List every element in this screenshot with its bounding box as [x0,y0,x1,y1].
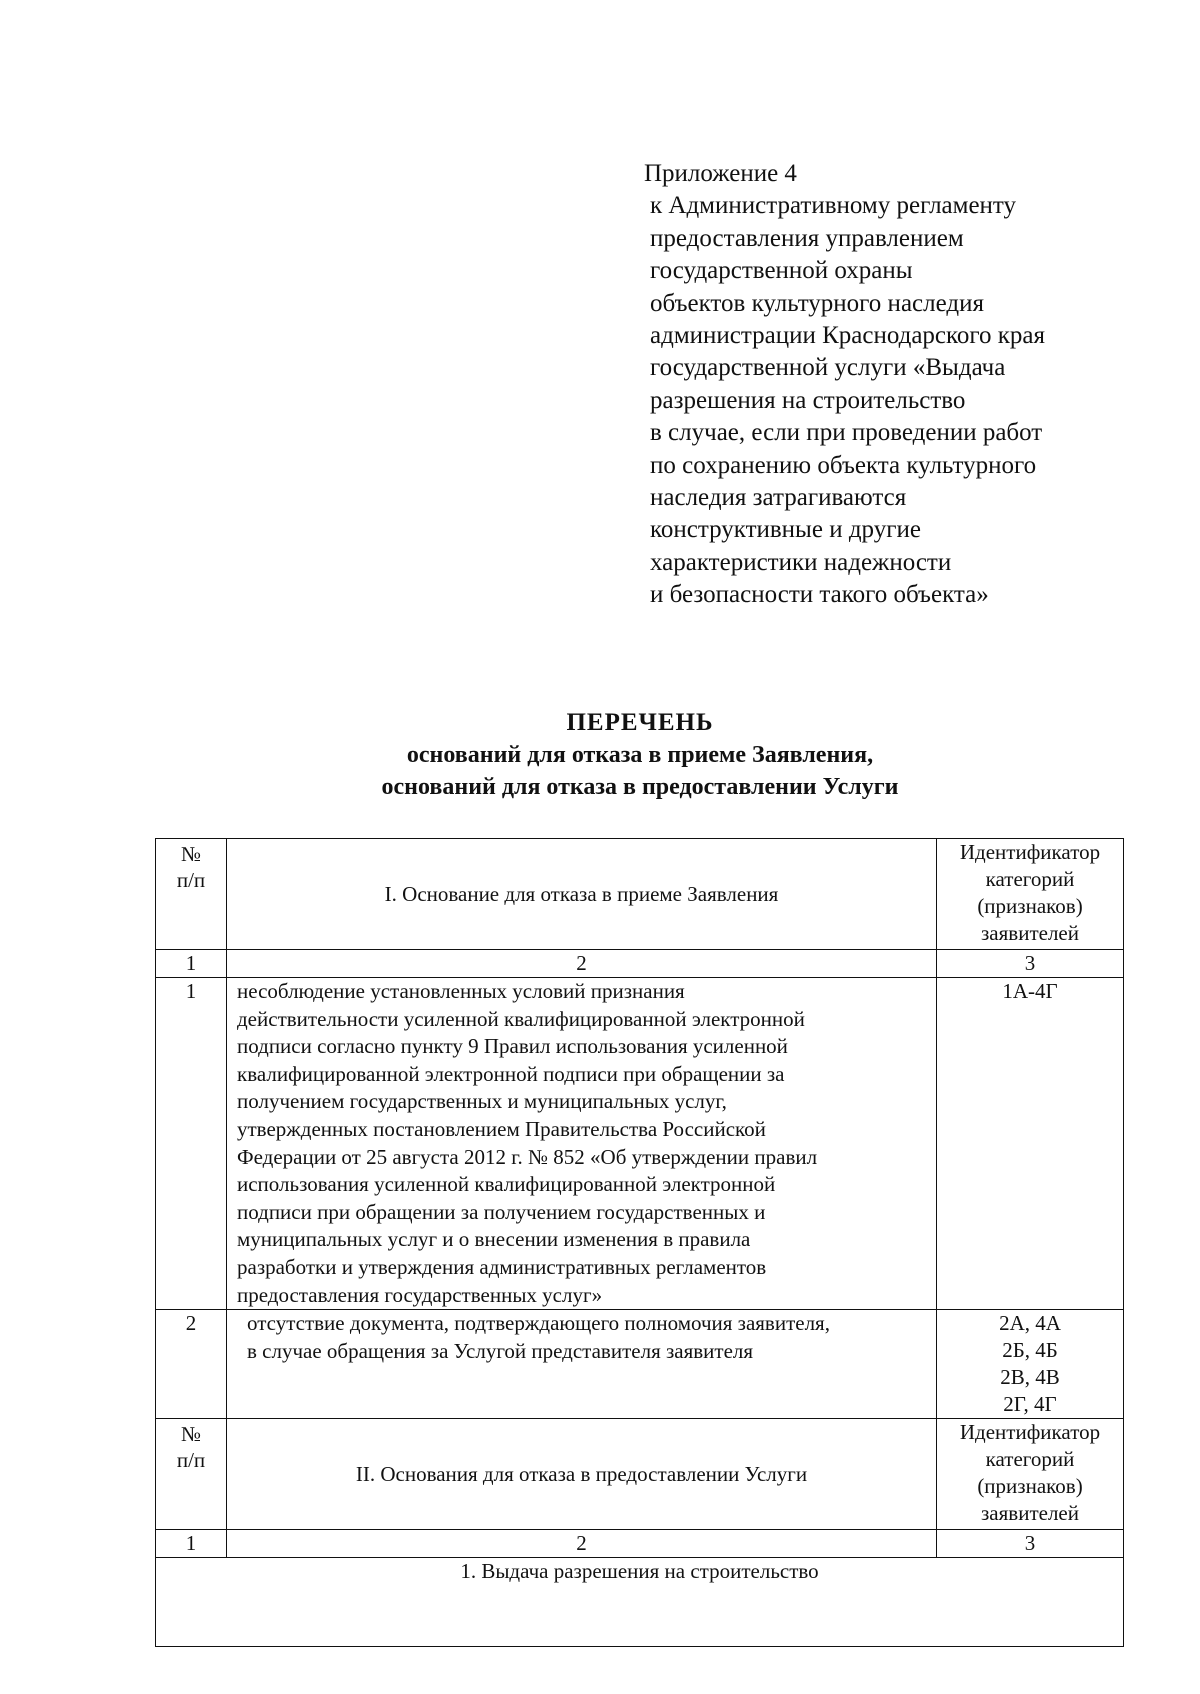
reason-line: разработки и утверждения административных регламентов [237,1254,767,1279]
appendix-line: к Административному регламенту [650,192,1017,220]
reason-line: действительности усиленной квалифицированной электронной [237,1006,805,1031]
reason-line: Федерации от 25 августа 2012 г. № 852 «Об утверждении правил [237,1144,818,1169]
appendix-line: администрации Краснодарского края [650,322,1046,350]
row-number: 2 [156,1310,227,1419]
category-code: 2Г, 4Г [1003,1392,1057,1417]
appendix-line: государственной услуги «Выдача [650,354,1006,382]
column-index-row [156,950,1124,978]
column-index-row [156,1530,1124,1558]
category-code: 1А-4Г [1002,979,1058,1003]
num-header-line: № [180,1422,202,1447]
appendix-line: по сохранению объекта культурного [650,451,1037,479]
reason-line: отсутствие документа, подтверждающего полномочия заявителя, [247,1311,830,1336]
reasons-table [155,838,1124,1647]
row-category-codes [937,1310,1124,1419]
section1-header-row [156,839,1124,950]
reason-line: муниципальных услуг и о внесении изменения в правила [237,1227,751,1252]
reason-line: в случае обращения за Услугой представителя заявителя [247,1338,754,1363]
category-code: 2А, 4А [999,1311,1061,1336]
subsection-row [156,1558,1124,1647]
heading-line-1: оснований для отказа в приеме Заявления, [406,742,874,768]
table-row [156,1310,1124,1419]
reason-line: несоблюдение установленных условий признания [237,979,685,1003]
row-reason-text [227,1310,937,1419]
column-index-cell: 3 [937,1530,1124,1558]
row-reason-text [227,978,937,1310]
subsection-title: 1. Выдача разрешения на строительство [156,1558,1124,1647]
table-row [156,978,1124,1310]
column-index-cell: 2 [227,1530,937,1558]
reason-line: подписи согласно пункту 9 Правил использования усиленной [237,1034,788,1059]
document-heading [150,707,1130,803]
category-code: 2Б, 4Б [1002,1338,1058,1363]
column-index-cell: 1 [156,950,227,978]
reason-line: квалифицированной электронной подписи при обращении за [237,1061,785,1086]
ident-header-line: категорий [985,1447,1075,1472]
ident-header-cell [937,839,1124,950]
ident-header-line: категорий [985,867,1075,891]
ident-header-line: (признаков) [977,894,1083,918]
appendix-line: характеристики надежности [650,548,952,576]
appendix-line: объектов культурного наследия [650,289,984,317]
num-header-line: п/п [176,868,206,892]
heading-line-2: оснований для отказа в предоставлении Услуги [381,774,899,800]
ident-header-line: Идентификатор [959,1420,1101,1445]
category-code: 2В, 4В [1000,1365,1060,1390]
appendix-line: конструктивные и другие [650,516,921,544]
ident-header-line: заявителей [981,1501,1079,1526]
num-header-cell [156,1419,227,1530]
column-index-cell: 2 [227,950,937,978]
appendix-line: в случае, если при проведении работ [650,419,1043,447]
section1-title: I. Основание для отказа в приеме Заявления [227,839,937,950]
ident-header-cell [937,1419,1124,1530]
reason-line: использования усиленной квалифицированной электронной [237,1172,776,1197]
reason-line: подписи при обращении за получением государственных и [237,1199,766,1224]
appendix-line: и безопасности такого объекта» [650,581,989,609]
heading-title: ПЕРЕЧЕНЬ [566,709,714,736]
ident-header-line: Идентификатор [959,840,1101,864]
num-header-line: п/п [176,1448,206,1473]
appendix-block [644,158,1170,612]
section2-header-row [156,1419,1124,1530]
section2-title: II. Основания для отказа в предоставлении Услуги [227,1419,937,1530]
reason-line: получением государственных и муниципальных услуг, [237,1089,727,1114]
ident-header-line: (признаков) [977,1474,1083,1499]
reason-line: предоставления государственных услуг» [237,1282,603,1307]
appendix-line: предоставления управлением [650,224,964,252]
num-header-line: № [180,842,202,866]
reason-line: утвержденных постановлением Правительства Российской [237,1116,766,1141]
appendix-line: Приложение 4 [644,160,797,187]
column-index-cell: 3 [937,950,1124,978]
num-header-cell [156,839,227,950]
ident-header-line: заявителей [981,921,1079,945]
row-number: 1 [156,978,227,1310]
appendix-line: наследия затрагиваются [650,484,907,512]
appendix-line: разрешения на строительство [650,386,966,414]
row-category-codes [937,978,1124,1310]
appendix-line: государственной охраны [650,257,913,285]
column-index-cell: 1 [156,1530,227,1558]
